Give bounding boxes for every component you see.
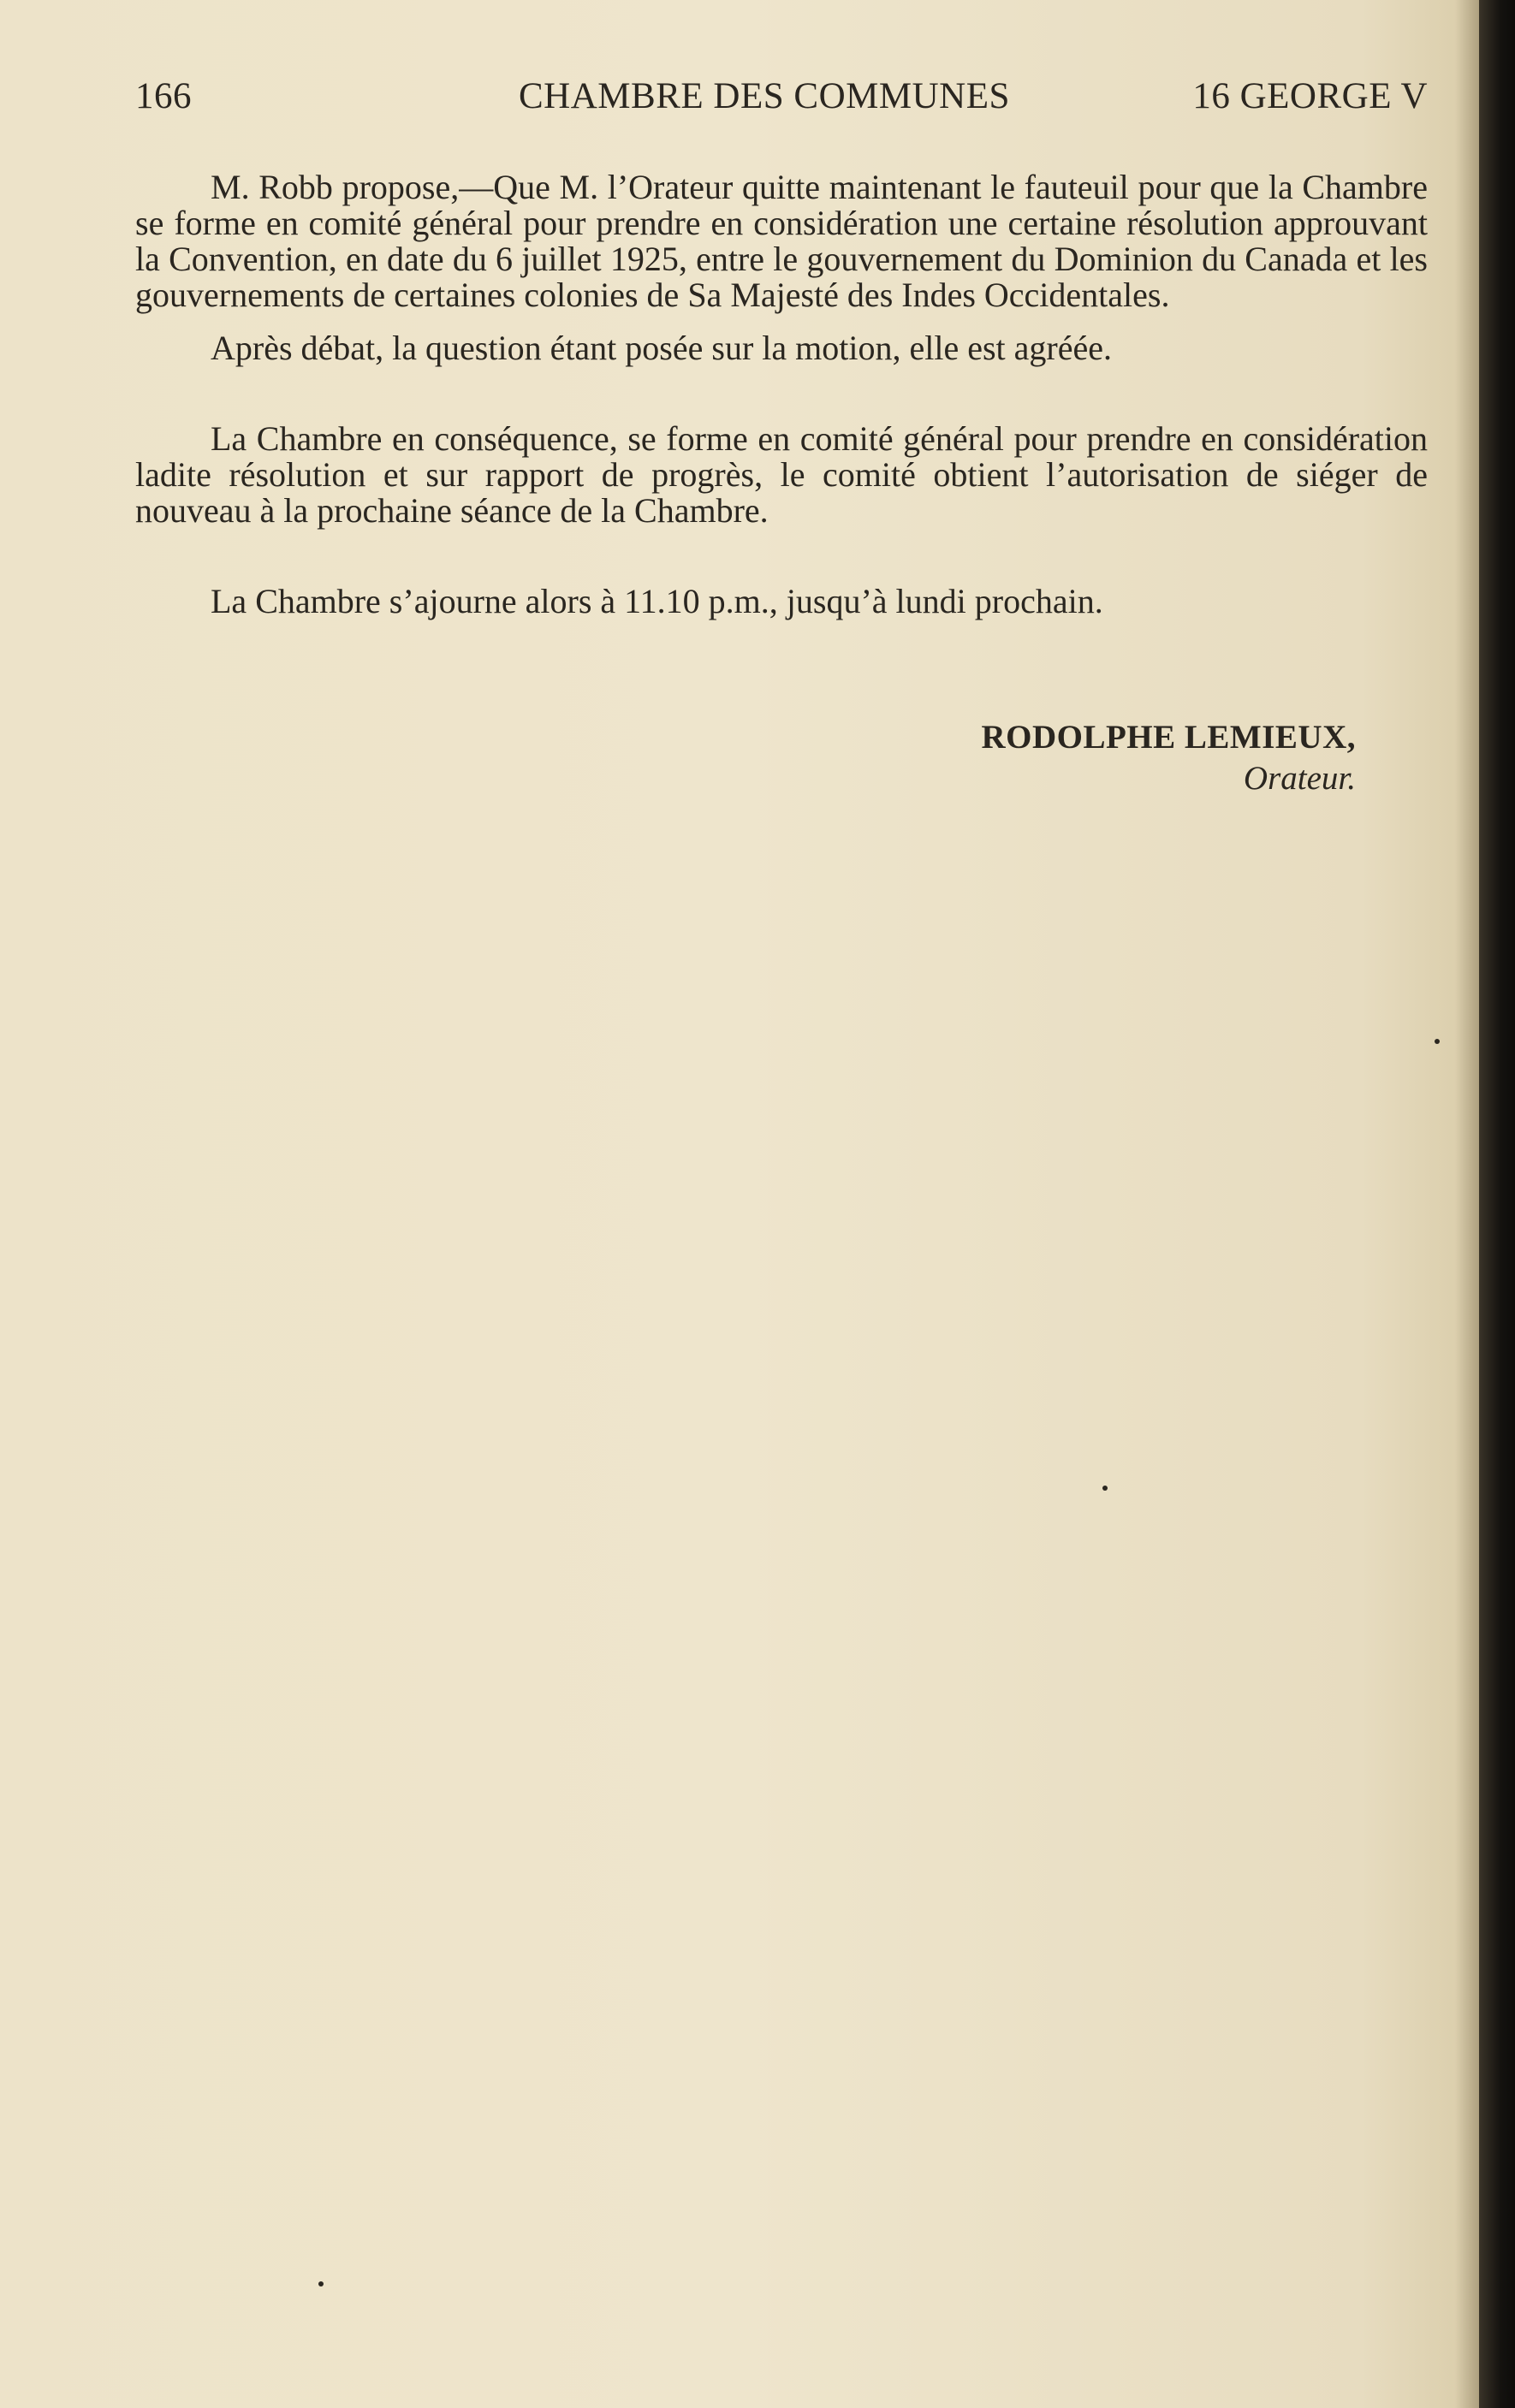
paragraph-motion: M. Robb propose,—Que M. l’Orateur quitte maintenant le fauteuil pour que la Chambre se forme en comité général pour prendre en considération une certaine résolution approuvant la Convention, en date du 6 juillet 1925, entre le gouvernement du Dominion du Canada et les gouvernements de certaines colonies de Sa Majesté des Indes Occidentales. [135,168,1428,314]
page-number: 166 [135,76,192,116]
page-title: CHAMBRE DES COMMUNES [519,76,1010,116]
paper-speck [1102,1486,1108,1491]
speaker-name: RODOLPHE LEMIEUX, [981,719,1356,756]
paragraph-committee: La Chambre en conséquence, se forme en comité général pour prendre en considération ladite résolution et sur rapport de progrès, le comité obtient l’autorisation de siéger de nouveau à la prochaine séance de la Chambre. [135,419,1428,530]
paper-speck [318,2281,324,2286]
binding-shadow [1455,0,1479,2408]
running-head [135,75,1428,127]
paper-speck [1435,1039,1440,1044]
paragraph-debate: Après débat, la question étant posée sur la motion, elle est agréée. [211,329,1112,367]
speaker-role: Orateur. [1243,760,1356,797]
paragraph-adjourn: La Chambre s’ajourne alors à 11.10 p.m., jusqu’à lundi prochain. [211,582,1103,620]
book-edge [1479,0,1515,2408]
signature-block [868,717,1356,799]
session-label: 16 GEORGE V [1192,76,1428,116]
journal-entry [135,169,1428,620]
